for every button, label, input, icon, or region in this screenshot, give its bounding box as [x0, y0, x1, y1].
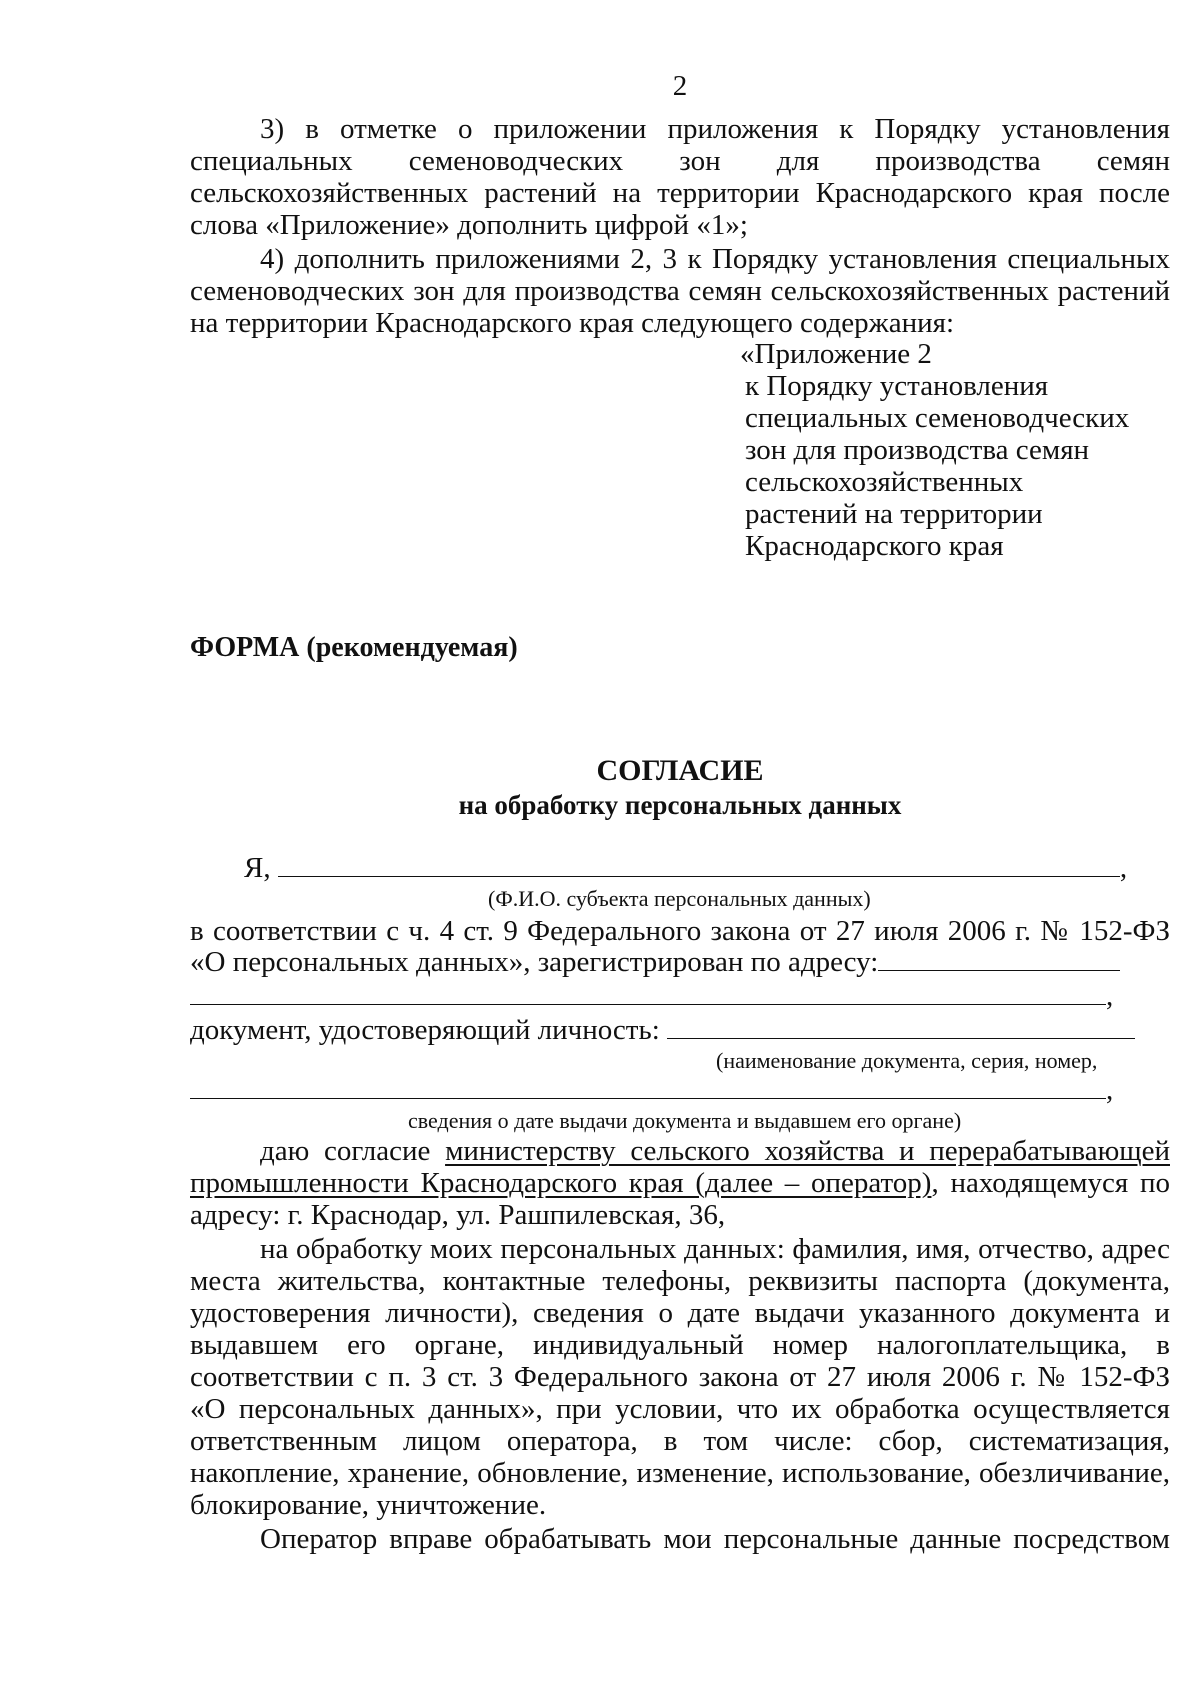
operator-name-1: министерству сельского хозяйства и перерабатывающей: [445, 1135, 1170, 1167]
document-field[interactable]: [667, 1016, 1135, 1039]
address-row-2: [190, 980, 1113, 1013]
consent-title: СОГЛАСИЕ: [596, 754, 764, 787]
document-caption-2: сведения о дате выдачи документа и выдавшем его органе): [408, 1108, 962, 1133]
appendix-line-3: специальных семеноводческих: [745, 402, 1130, 434]
processing-line-4: выдавшем его органе, индивидуальный номер налогоплательщика, в: [190, 1329, 1170, 1361]
operator-tail: , находящемуся по: [931, 1167, 1170, 1199]
para4-line-3: на территории Краснодарского края следующего содержания:: [190, 307, 955, 339]
consent-line-1: [190, 1134, 1170, 1168]
form-label: ФОРМА (рекомендуемая): [190, 632, 518, 663]
operator-name-2: промышленности Краснодарского края (далее – оператор): [190, 1167, 932, 1199]
document-label: документ, удостоверяющий личность:: [190, 1014, 660, 1046]
processing-line-9: блокирование, уничтожение.: [190, 1489, 547, 1521]
fio-prefix: Я,: [244, 852, 271, 884]
address-row: [190, 946, 1120, 979]
document-comma: ,: [1106, 1074, 1114, 1106]
address-line: адресу: г. Краснодар, ул. Рашпилевская, 36,: [190, 1199, 726, 1231]
document-row: [190, 1014, 1135, 1047]
appendix-line-6: растений на территории: [745, 498, 1043, 530]
address-comma: ,: [1106, 980, 1114, 1012]
processing-line-1: на обработку моих персональных данных: фамилия, имя, отчество, адрес: [260, 1233, 1170, 1265]
fio-caption: (Ф.И.О. субъекта персональных данных): [488, 886, 871, 911]
last-line: Оператор вправе обрабатывать мои персональные данные посредством: [260, 1523, 1170, 1555]
processing-line-5: соответствии с п. 3 ст. 3 Федерального закона от 27 июля 2006 г. № 152-ФЗ: [190, 1361, 1170, 1393]
appendix-line-7: Краснодарского края: [745, 530, 1004, 562]
document-field-2[interactable]: [190, 1076, 1106, 1099]
consent-subtitle: на обработку персональных данных: [458, 790, 902, 820]
page-number: 2: [672, 70, 688, 102]
para3-line-2: специальных семеноводческих зон для производства семян: [190, 145, 1170, 177]
fio-row: [244, 852, 1127, 885]
address-field[interactable]: [878, 948, 1120, 971]
document-caption-1: (наименование документа, серия, номер,: [716, 1048, 1098, 1073]
consent-line-2: [190, 1166, 1170, 1200]
para3-line-1: 3) в отметке о приложении приложения к Порядку установления: [260, 113, 1170, 145]
appendix-line-1: «Приложение 2: [740, 338, 932, 370]
appendix-line-5: сельскохозяйственных: [745, 466, 1024, 498]
law-line-1: в соответствии с ч. 4 ст. 9 Федерального закона от 27 июля 2006 г. № 152-ФЗ: [190, 915, 1170, 947]
appendix-line-2: к Порядку установления: [745, 370, 1049, 402]
law-line-2: «О персональных данных», зарегистрирован по адресу:: [190, 946, 879, 978]
processing-line-2: места жительства, контактные телефоны, реквизиты паспорта (документа,: [190, 1265, 1170, 1297]
processing-line-8: накопление, хранение, обновление, изменение, использование, обезличивание,: [190, 1457, 1170, 1489]
address-field-2[interactable]: [190, 982, 1106, 1005]
processing-line-3: удостоверения личности), сведения о дате выдачи указанного документа и: [190, 1297, 1170, 1329]
fio-comma: ,: [1119, 852, 1128, 884]
para3-line-4: слова «Приложение» дополнить цифрой «1»;: [190, 209, 748, 241]
appendix-line-4: зон для производства семян: [745, 434, 1090, 466]
document-row-2: [190, 1074, 1113, 1107]
para3-line-3: сельскохозяйственных растений на территории Краснодарского края после: [190, 177, 1170, 209]
para4-line-2: семеноводческих зон для производства семян сельскохозяйственных растений: [190, 275, 1170, 307]
consent-prefix: даю согласие: [260, 1135, 431, 1167]
para4-line-1: 4) дополнить приложениями 2, 3 к Порядку установления специальных: [260, 243, 1170, 275]
processing-line-7: ответственным лицом оператора, в том числе: сбор, систематизация,: [190, 1425, 1170, 1457]
processing-line-6: «О персональных данных», при условии, что их обработка осуществляется: [190, 1393, 1170, 1425]
fio-field[interactable]: [278, 854, 1120, 877]
